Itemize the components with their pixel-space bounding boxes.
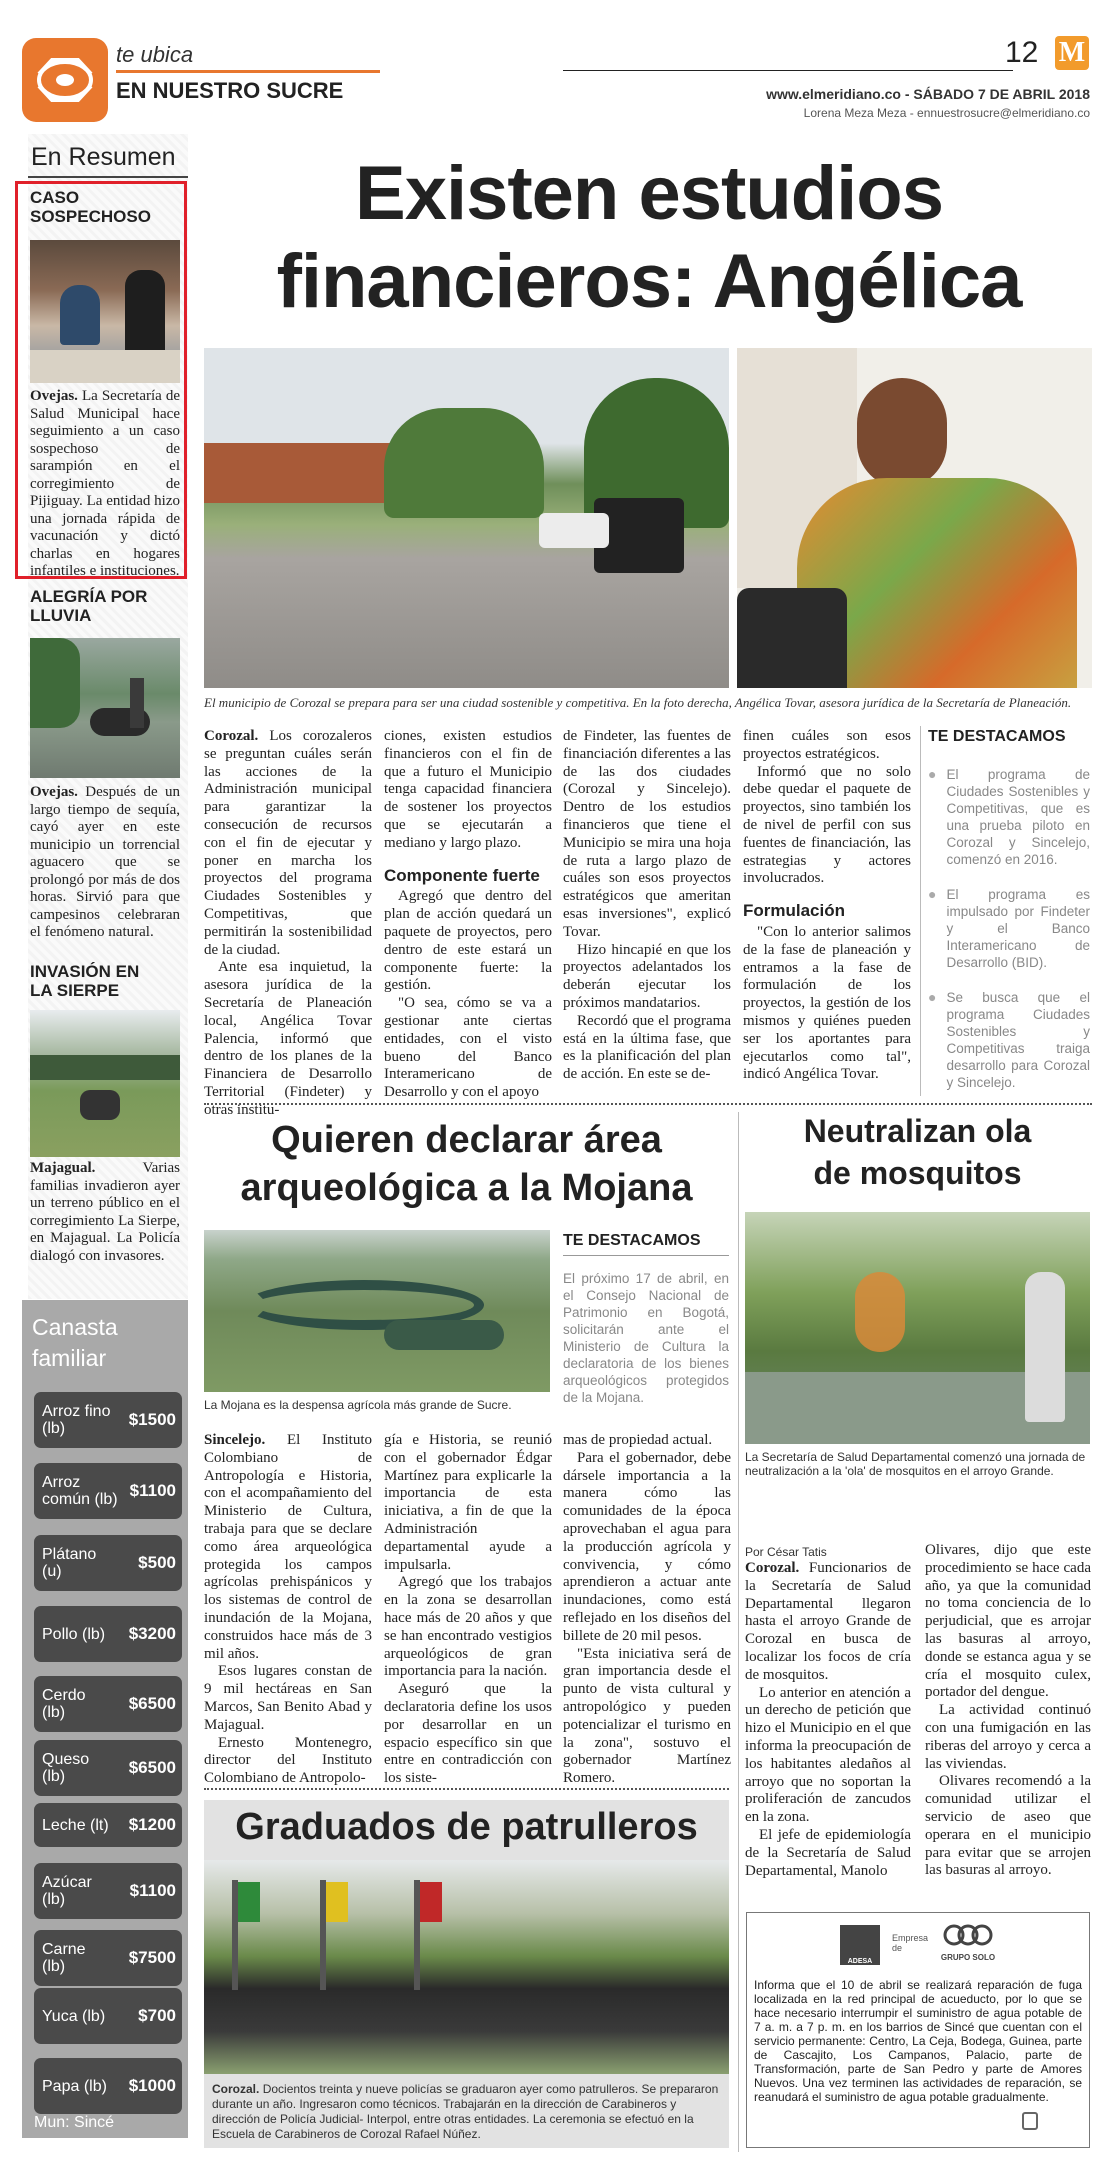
mojana-highlight-text: El próximo 17 de abril, en el Consejo Nacional de Patrimonio en Bogotá, solicitarán ante el Ministerio de Cultura la declaratoria de los bienes arqueológicos protegidos de la Mojana. [563, 1271, 729, 1405]
sidebar-item-headline: INVASIÓN EN LA SIERPE [30, 962, 140, 1000]
main-highlights-list [928, 766, 1090, 1109]
sidebar-item-headline: ALEGRÍA POR LLUVIA [30, 587, 148, 625]
sidebar-item-headline: CASO SOSPECHOSO [30, 188, 151, 226]
police-caption [212, 2082, 724, 2142]
highlight-text: Se busca que el programa Ciudades Sostenibles y Competitivas traiga desarrollo para Corozal y Sincelejo. [946, 990, 1090, 1090]
main-col3-paragraph: Recordó que el programa está en la última fase, que es la planificación del plan de acción. En este se de- [563, 1012, 731, 1083]
section-label-bottom: EN NUESTRO SUCRE [116, 78, 344, 103]
main-col2-paragraph: Agregó que dentro del plan de acción quedará un paquete de proyectos, pero dentro de este estará un componente fuerte: la gestión. [384, 888, 552, 994]
price-item-name: Arroz común (lb) [42, 1474, 118, 1508]
mosquito-col2-paragraph: Olivares, dijo que este procedimiento se hace cada año, ya que la comunidad no toma conciencia de lo perjudicial, que es arrojar las basuras al arroyo, donde se estanca agua y se cría el mosquito culex, portador del dengue. [925, 1542, 1091, 1701]
page-number: 12 [1005, 36, 1039, 69]
police-caption-lead: Corozal. [212, 2082, 260, 2096]
price-row [34, 1988, 182, 2044]
sidebar-title: En Resumen [31, 143, 176, 171]
police-caption-text: Docientos treinta y nueve policías se graduaron ayer como patrulleros. Se prepararon durante un año. Ingresaron como técnicos. Trabajarán en la dirección de Carabineros y dirección de Policía Judicial- Interpol, entre otras entidades. La ceremonia se efectuó en la Escuela de Carabineros de Corozal Rafael Núñez. [212, 2082, 719, 2141]
main-col2-paragraph: "O sea, cómo se va a gestionar ante ciertas entidades, con el visto bueno del Banco Interamericano de Desarrollo y con el apoyo [384, 995, 552, 1101]
price-item-value: $6500 [128, 1758, 176, 1777]
mojana-headline [204, 1116, 729, 1212]
main-photo-portrait [737, 348, 1092, 688]
main-photo-caption: El municipio de Corozal se prepara para ser una ciudad sostenible y competitiva. En la foto derecha, Angélica Tovar, asesora jurídica de la Secretaría de Planeación. [204, 695, 1072, 710]
logo-letter: M [1058, 37, 1086, 68]
price-row [34, 1606, 182, 1662]
price-basket-municipality: Mun: Sincé [34, 2114, 115, 2131]
grupo-circles-icon [938, 1922, 998, 1948]
mosquito-headline [745, 1110, 1090, 1194]
price-item-name: Leche (lt) [42, 1816, 109, 1834]
price-row [34, 1863, 182, 1919]
sidebar-item-text [30, 784, 180, 942]
grupo-logo [938, 1922, 998, 1968]
price-item-name: Arroz fino (lb) [42, 1403, 111, 1437]
location-map-icon [22, 38, 108, 122]
main-photo-plaza [204, 348, 729, 688]
main-col-3 [563, 728, 731, 1084]
sidebar-item-body: Después de un largo tiempo de sequía, cayó ayer en este municipio un torrencial aguacero que se prolongó por más de dos horas. Sirvió para que campesinos celebraran el fenómeno natural. [30, 784, 181, 940]
section-label-divider [116, 70, 380, 73]
main-headline-line2: financieros: Angélica [276, 239, 1022, 324]
mosquito-col1-text: Funcionarios de la Secretaría de Salud Departamental llegaron hasta el arroyo Grande de Corozal en busca de localizar los focos de cría de mosquitos. [745, 1560, 911, 1683]
price-item-name: Cerdo (lb) [42, 1687, 86, 1721]
site-date-line: www.elmeridiano.co - SÁBADO 7 DE ABRIL 2018 [766, 86, 1090, 102]
mojana-highlight-title: TE DESTACAMOS [563, 1232, 701, 1249]
price-item-name: Yuca (lb) [42, 2007, 106, 2025]
mojana-col3-paragraph: mas de propiedad actual. [563, 1432, 713, 1448]
mosquito-headline-line2: de mosquitos [813, 1155, 1022, 1191]
newspaper-logo [1055, 36, 1089, 70]
main-headline [204, 150, 1094, 326]
mosquito-headline-line1: Neutralizan ola [803, 1113, 1032, 1149]
main-subhead-component: Componente fuerte [384, 865, 540, 885]
highlights-divider [920, 726, 921, 1096]
price-item-value: $500 [138, 1553, 176, 1572]
mojana-col-3 [563, 1432, 731, 1788]
mojana-col-2 [384, 1432, 552, 1788]
price-row [34, 1930, 182, 1986]
main-highlights-title: TE DESTACAMOS [928, 728, 1066, 745]
mojana-col1-paragraph: Esos lugares constan de 9 mil hectáreas en San Marcos, San Benito Abad y Majagual. [204, 1663, 372, 1733]
sidebar-photo-rain [30, 638, 180, 778]
price-row [34, 1392, 182, 1448]
section-label-top: te ubica [116, 42, 194, 67]
price-item-value: $1200 [128, 1815, 176, 1834]
main-col4-paragraph: "Con lo anterior salimos de la fase de planeación y entramos a la fase de formulación de los proyectos, la gestión de los mismos y quiénes pueden ser los aportantes para ejecutarlos como tal", indicó Angélica Tovar. [743, 923, 911, 1083]
price-item-name: Papa (lb) [42, 2077, 107, 2095]
main-col-4 [743, 728, 911, 1084]
price-item-name: Queso (lb) [42, 1751, 90, 1785]
mosquito-byline: Por César Tatis [745, 1545, 827, 1559]
main-col1-text: Los corozaleros se preguntan cuáles serán las acciones de la Administración municipal para garantizar la consecución de recursos con el fin de ejecutar y poner en marcha los proyectos del programa Ciudades Sostenibles y Competitivas, que permitirán la sostenibilidad de la ciudad. [204, 728, 372, 958]
price-row [34, 1676, 182, 1732]
sidebar-photo-clinic [30, 240, 180, 383]
sidebar-title-rule [28, 176, 188, 178]
main-col-2 [384, 728, 552, 1102]
highlight-text: El programa de Ciudades Sostenibles y Competitivas, que es una prueba piloto en Corozal y Sincelejo, comenzó en 2016. [946, 767, 1090, 867]
mosquito-col1-lead: Corozal. [745, 1560, 800, 1576]
mosquito-col2-paragraph: La actividad continuó con una fumigación en las riberas del arroyo y cerca a las viviendas. [925, 1702, 1091, 1772]
police-headline: Graduados de patrulleros [235, 1806, 698, 1848]
ad-notice-text: Informa que el 10 de abril se realizará reparación de fuga localizada en la red principal de acueducto, por lo que se hace necesario interrumpir el suministro de agua potable de 7 a. m. a 7 p. m. en los barrios de Sincé que cuentan con el servicio permanente: Centro, La Ceja, Bodega, Guinea, parte de Cascajito, Los Campanos, Palacio, parte de Transformación, parte de San Pedro y parte de Amores Nuevos. Una vez terminen las actividades de reparación, se reanudará el suministro de agua potable gradualmente. [754, 1978, 1082, 2104]
mojana-col-1 [204, 1432, 372, 1788]
bullet-icon: ● [928, 886, 937, 902]
sidebar-item-lead: Ovejas. [30, 784, 78, 800]
price-row [34, 1740, 182, 1796]
mojana-col2-paragraph: Aseguró que la declaratoria define los usos por desarrollar en un espacio específico sin que entre en contradicción con los siste- [384, 1681, 552, 1787]
mojana-col2-paragraph: gía e Historia, se reunió con el gobernador Édgar Martínez para explicarle la importancia de esta iniciativa, a fin de que la Administración departamental ayude a impulsarla. [384, 1432, 552, 1573]
price-item-value: $1100 [129, 1881, 176, 1900]
bullet-icon: ● [928, 989, 937, 1005]
price-item-name: Pollo (lb) [42, 1625, 106, 1643]
main-col3-paragraph: de Findeter, las fuentes de financiación diferentes a las de las dos ciudades (Corozal y Sincelejo). Dentro de los estudios financieros que tiene el Municipio se mira una hoja de ruta a largo plazo de cuáles son esos proyectos estratégicos que ameritan esas inversiones", explicó Tovar. [563, 728, 731, 940]
mosquito-photo [745, 1212, 1090, 1444]
price-row [34, 1803, 182, 1847]
highlight-item [928, 766, 1090, 868]
sidebar-item-lead: Ovejas. [30, 388, 78, 404]
section-divider [204, 1103, 1092, 1105]
sidebar-item-text [30, 388, 180, 581]
sidebar-item-body: La Secretaría de Salud Municipal hace seguimiento a un caso sospechoso de sarampión en el corregimiento de Pijiguay. La entidad hizo una jornada rápida de vacunación y dictó charlas en hogares infantiles e instituciones. [30, 388, 180, 579]
bullet-icon: ● [928, 766, 937, 782]
sidebar-item-text [30, 1160, 180, 1265]
sidebar-photo-invasion [30, 1010, 180, 1157]
price-basket-title: Canasta familiar [32, 1314, 118, 1371]
mojana-col3-paragraph: Para el gobernador, debe dársele importancia a la manera cómo las comunidades de la época aprovechaban el agua para la producción agrícola y convivencia, y cómo aprendieron a actuar ante inundaciones, como está reflejado en los diseños del billete de 20 mil pesos. [563, 1449, 731, 1644]
main-headline-line1: Existen estudios [355, 151, 943, 236]
ad-empresa-label: Empresa de [892, 1933, 929, 1953]
price-item-value: $3200 [128, 1624, 176, 1643]
price-item-name: Carne (lb) [42, 1941, 86, 1975]
header-rule [563, 70, 1013, 71]
price-row [34, 1463, 182, 1519]
mojana-photo-caption: La Mojana es la despensa agrícola más grande de Sucre. [204, 1398, 512, 1412]
ad-grupo-name: GRUPO SOLO [940, 1953, 996, 1962]
sidebar-item-body: Varias familias invadieron ayer un terreno público en el corregimiento La Sierpe, en Majagual. La Policía dialogó con invasores. [30, 1160, 180, 1264]
mojana-col3-paragraph: "Esta iniciativa será de gran importancia desde el punto de vista cultural y antropológico y pueden potencializar el turismo en la zona", sostuvo el gobernador Martínez Romero. [563, 1645, 731, 1787]
section-logo [22, 38, 108, 122]
main-col-1 [204, 728, 372, 1120]
price-item-value: $1100 [129, 1481, 176, 1500]
police-photo [204, 1860, 729, 2074]
price-item-value: $700 [138, 2006, 176, 2025]
price-row [34, 2058, 182, 2114]
main-subhead-formulation: Formulación [743, 901, 846, 921]
mosquito-col2-paragraph: Olivares recomendó a la comunidad utilizar el servicio de aseo que operara en el municipio para evitar que se arrojen las basuras al arroyo. [925, 1773, 1091, 1879]
ad-brand-name: ADESA [847, 1958, 873, 1965]
mojana-col1-paragraph: Ernesto Montenegro, director del Instituto Colombiano de Antropolo- [204, 1734, 372, 1787]
superintendencia-seal [1022, 2112, 1038, 2130]
main-col1-lead: Corozal. [204, 728, 259, 744]
main-col1-paragraph: Ante esa inquietud, la asesora jurídica de la Secretaría de Planeación local, Angélica Tovar Palencia, informó que dentro de los planes de la Financiera de Desarrollo Territorial (Findeter) y otras institu- [204, 959, 372, 1118]
highlight-item [928, 886, 1090, 971]
main-col4-paragraph: finen cuáles son esos proyectos estratégicos. [743, 728, 911, 762]
mojana-col2-paragraph: Agregó que los trabajos en la zona se desarrollan hace más de 20 años y que se han encontrado vestigios arqueológicos de gran importancia para la nación. [384, 1574, 552, 1680]
main-col2-paragraph: ciones, existen estudios financieros con el fin de que a futuro el Municipio tenga capacidad financiera de sostener los proyectos que se ejecutarán a mediano y largo plazo. [384, 728, 552, 851]
price-item-value: $7500 [128, 1948, 176, 1967]
mojana-headline-line2: arqueológica a la Mojana [240, 1167, 693, 1209]
mosquito-col1-paragraph: El jefe de epidemiología de la Secretaría de Salud Departamental, Manolo [745, 1826, 911, 1879]
price-item-value: $1500 [128, 1410, 176, 1429]
main-col4-paragraph: Informó que no solo debe quedar el paquete de proyectos, sino también los de nivel de perfil con sus fuentes de financiación, las estrategias y actores involucrados. [743, 763, 911, 887]
mosquito-col-2 [925, 1542, 1091, 1880]
highlight-text: El programa es impulsado por Findeter y el Banco Interamericano de Desarrollo (BID). [946, 887, 1090, 970]
price-item-name: Azúcar (lb) [42, 1874, 92, 1908]
price-item-value: $1000 [128, 2076, 176, 2095]
price-item-value: $6500 [128, 1694, 176, 1713]
price-row [34, 1535, 182, 1591]
mojana-photo [204, 1230, 550, 1392]
column-divider [738, 1112, 739, 2152]
mosquito-col1-paragraph: Lo anterior en atención a un derecho de petición que hizo el Municipio en el que informa la preocupación de los habitantes aledaños al arroyo que no soportan la proliferación de zancudos en la zona. [745, 1684, 911, 1826]
mojana-col1-lead: Sincelejo. [204, 1432, 266, 1448]
sidebar-item-lead: Majagual. [30, 1160, 96, 1176]
author-line: Lorena Meza Meza - ennuestrosucre@elmeridiano.co [803, 106, 1090, 120]
mojana-headline-line1: Quieren declarar área [271, 1119, 662, 1161]
section-divider [204, 1788, 729, 1790]
main-col3-paragraph: Hizo hincapié en que los proyectos adelantados los deberán ejecutar los próximos mandatarios. [563, 941, 731, 1011]
highlight-item [928, 989, 1090, 1091]
price-item-name: Plátano (u) [42, 1546, 97, 1580]
ad-brand-logo [840, 1925, 880, 1965]
mosquito-photo-caption: La Secretaría de Salud Departamental comenzó una jornada de neutralización a la 'ola' de mosquitos en el arroyo Grande. [745, 1450, 1086, 1478]
mojana-col1-text: El Instituto Colombiano de Antropología e Historia, con el acompañamiento del Ministerio de Cultura, trabaja para que se declare como área arqueológica protegida los campos agrícolas prehispánicos y los sistemas de control de inundación de la Mojana, construidos hace más de 3 mil años. [204, 1432, 372, 1662]
mojana-highlight-rule [563, 1255, 729, 1256]
mosquito-col-1 [745, 1560, 911, 1880]
